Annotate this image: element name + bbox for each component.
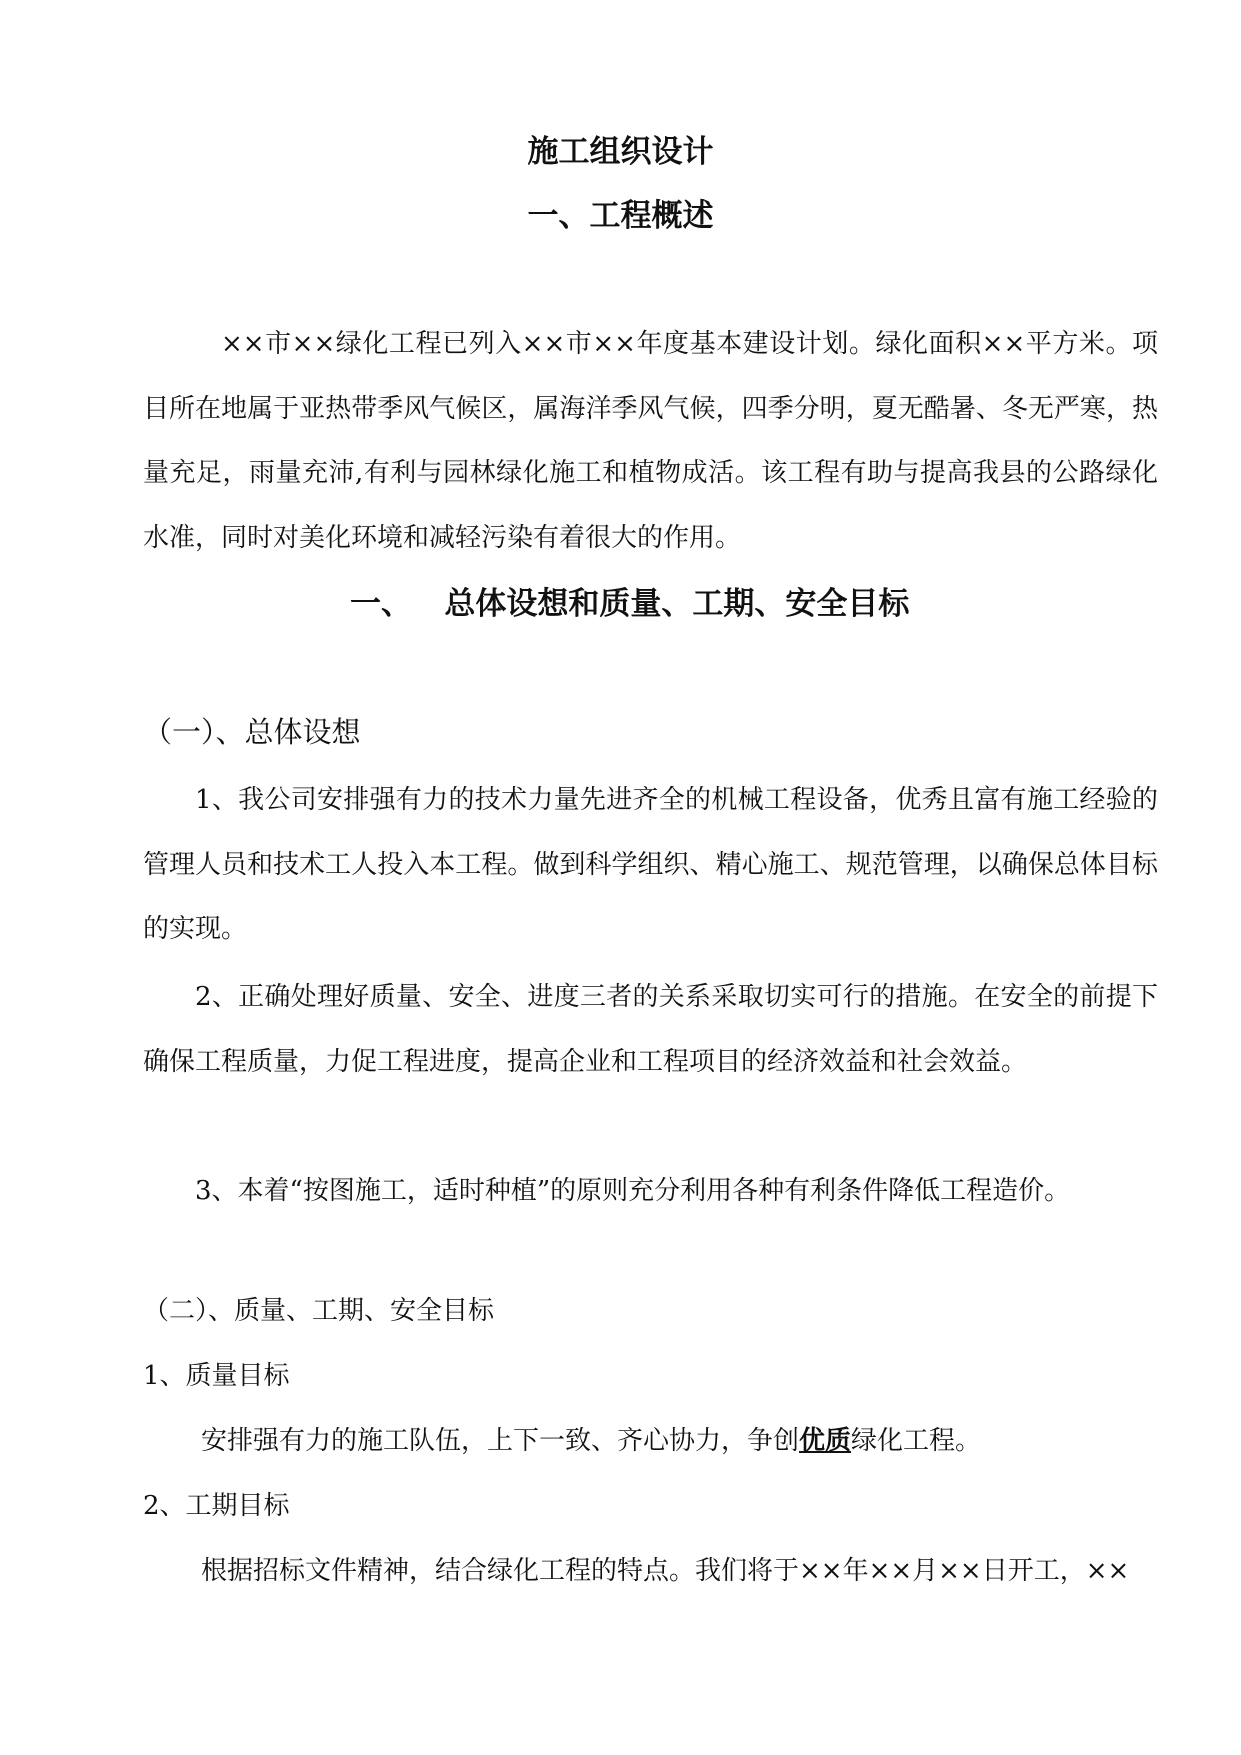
subsection-2-heading: （二）、质量、工期、安全目标 xyxy=(143,1296,495,1326)
section-2-title: 一、 总体设想和质量、工期、安全目标 xyxy=(350,586,910,622)
schedule-target-text: 根据招标文件精神，结合绿化工程的特点。我们将于××年××月××日开工，×× xyxy=(201,1556,1130,1586)
quality-emphasis: 优质 xyxy=(799,1426,852,1456)
list-item: 2、正确处理好质量、安全、进度三者的关系采取切实可行的措施。在安全的前提下确保工程质量，力促工程进度，提高企业和工程项目的经济效益和社会效益。 xyxy=(143,982,1158,1077)
schedule-target-heading: 2、工期目标 xyxy=(143,1491,290,1521)
list-item: 1、我公司安排强有力的技术力量先进齐全的机械工程设备，优秀且富有施工经验的管理人员和技术工人投入本工程。做到科学组织、精心施工、规范管理，以确保总体目标的实现。 xyxy=(143,785,1158,944)
intro-paragraph: ××市××绿化工程已列入××市××年度基本建设计划。绿化面积××平方米。项目所在地属于亚热带季风气候区，属海洋季风气候，四季分明，夏无酷暑、冬无严寒，热量充足，雨量充沛,有利与园林绿化施工和植物成活。该工程有助与提高我县的公路绿化水准，同时对美化环境和减轻污染有着很大的作用。 xyxy=(143,329,1158,553)
quality-target-text xyxy=(201,1424,981,1458)
subsection-1-heading: （一）、总体设想 xyxy=(143,715,361,749)
quality-text-before: 安排强有力的施工队伍，上下一致、齐心协力，争创 xyxy=(201,1426,800,1456)
list-item: 3、本着“按图施工，适时种植”的原则充分利用各种有利条件降低工程造价。 xyxy=(195,1176,1071,1206)
quality-text-after: 绿化工程。 xyxy=(851,1426,982,1456)
quality-target-heading: 1、质量目标 xyxy=(143,1361,290,1391)
document-title: 施工组织设计 xyxy=(527,134,714,170)
section-1-title: 一、工程概述 xyxy=(527,198,714,234)
